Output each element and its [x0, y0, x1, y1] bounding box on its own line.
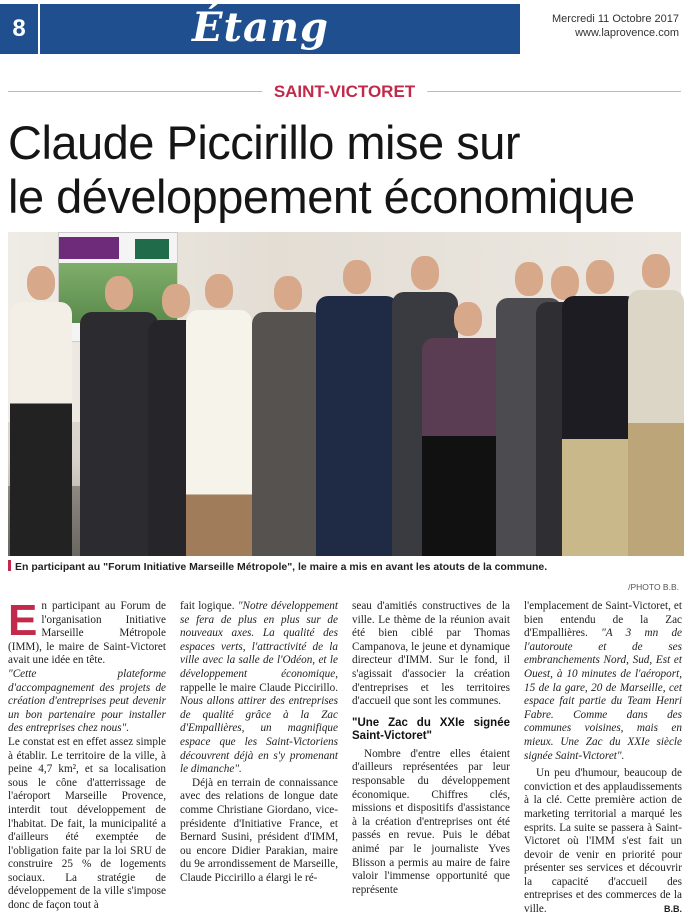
page-number: 8: [0, 4, 38, 54]
paragraph: [524, 767, 682, 917]
person-12: [628, 254, 684, 556]
photo-credit: /PHOTO B.B.: [628, 582, 679, 592]
paragraph: [180, 600, 338, 777]
text-run: l'emplacement de Saint-Victoret, et bien entendu de la Zac d'Empallières.: [524, 600, 682, 640]
article-column-4: [524, 600, 682, 917]
paragraph: n participant au Forum de l'organisation Initiative Marseille Métropole (IMM), le maire de Saint-Victoret avait une idée en tête.: [8, 600, 166, 667]
photo-caption: [8, 560, 608, 574]
person-11: [562, 260, 638, 556]
paragraph: Déjà en terrain de connaissance avec des relations de longue date comme Christiane Giordano, vice-présidente d'Initiative France, et Bernard Susini, président d'IMM, ou encore Didier Parakian, maire du 9e arrondissement de Marseille, Claude Piccirillo a élargi le ré-: [180, 776, 338, 884]
headline-line-2: le développement économique: [8, 170, 635, 223]
poster-band: [59, 237, 119, 259]
quote-run: "A 3 mn de l'autoroute et de ses embranchements Nord, Sud, Est et Ouest, à 10 minutes de l'aéroport, 15 de la gare, 20 de Marseille, cet espace fait partie du Team Henri Fabre. Comme dans des communes voisines, mais en mieux. Une Zac du XXIe siècle signée Saint-Victoret".: [524, 627, 682, 762]
text-run: rappelle le maire Claude Piccirillo.: [180, 681, 338, 694]
article-body: [8, 596, 683, 916]
kicker-label: SAINT-VICTORET: [262, 80, 427, 104]
masthead-meta: [552, 12, 679, 40]
caption-marker: [8, 560, 11, 571]
person-2: [80, 276, 158, 556]
paragraph: seau d'amitiés constructives de la ville. Le thème de la réunion avait été bien ciblé par Thomas Campanova, le jeune et dynamique directeur d'IMM. Sur le fond, il s'agissait d'associer la création d'entreprises et les territoires d'accueil que sont les communes.: [352, 600, 510, 708]
paragraph: [524, 600, 682, 763]
person-5: [252, 276, 324, 556]
person-4: [186, 274, 252, 556]
quote-run: "Notre développement se fera de plus en plus sur de nouveaux axes. La qualité des espaces verts, l'attractivité de la ville avec la salle de l'Odéon, et le développement économique,: [180, 600, 339, 680]
quote-paragraph: "Cette plateforme d'accompagnement des projets de création d'entreprises peut devenir un bon partenaire pour installer des entreprises chez nous".: [8, 667, 166, 735]
quote-run: Nous allons attirer des entreprises de qualité grâce à la Zac d'Empallières, un magnifique espace que les Saint-Victoriens découvrent déjà en s'y promenant le dimanche".: [180, 695, 338, 776]
person-1: [10, 266, 72, 556]
subheading: "Une Zac du XXIe signée Saint-Victoret": [352, 716, 510, 743]
article-headline: [8, 116, 683, 224]
person-6: [316, 260, 398, 556]
section-title: Étang: [192, 4, 329, 51]
poster-logo: [135, 239, 169, 259]
headline-line-1: Claude Piccirillo mise sur: [8, 116, 520, 169]
article-column-3: [352, 600, 510, 897]
article-column-1: [8, 596, 166, 913]
caption-text: En participant au "Forum Initiative Marseille Métropole", le maire a mis en avant les atouts de la commune.: [15, 561, 548, 573]
paragraph: Nombre d'entre elles étaient d'ailleurs représentées par leur responsable du développement économique. Chiffres clés, missions et dispositifs d'assistance à la création d'entreprises ont été passés en revue. Puis le débat animé par le journaliste Yves Blisson a permis au maire de faire valoir l'immense opportunité que représente: [352, 747, 510, 896]
text-run: Un peu d'humour, beaucoup de conviction et des applaudissements à la clé. Cette première action de marketing territorial a marqué les esprits. La suite se passera à Saint-Victoret où l'IMM s'est fait un devoir de venir en priorité pour présenter ses services et découvrir la capacité d'accueil des entreprises et des commerces de la ville.: [524, 767, 682, 916]
group-photo: [8, 232, 681, 556]
kicker-row: [0, 80, 689, 104]
paragraph: Le constat est en effet assez simple à établir. Le territoire de la ville, à peine 4,7 km², et sa localisation sous le cône d'atterrissage de l'aéroport Marseille Provence, interdit tout développement de l'habitat. De fait, la municipalité a d'ailleurs été exemptée de l'obligation faite par la loi SRU de construire 25 % de logements sociaux. La stratégie de développement de la ville s'impose donc de façon tout à: [8, 735, 166, 912]
author-signature: B.B.: [664, 904, 682, 915]
article-column-2: [180, 600, 338, 885]
masthead: [0, 0, 689, 60]
text-run: fait logique.: [180, 600, 238, 612]
website-link[interactable]: www.laprovence.com: [575, 27, 679, 39]
issue-date: Mercredi 11 Octobre 2017: [552, 13, 679, 25]
drop-cap: E: [8, 596, 38, 645]
